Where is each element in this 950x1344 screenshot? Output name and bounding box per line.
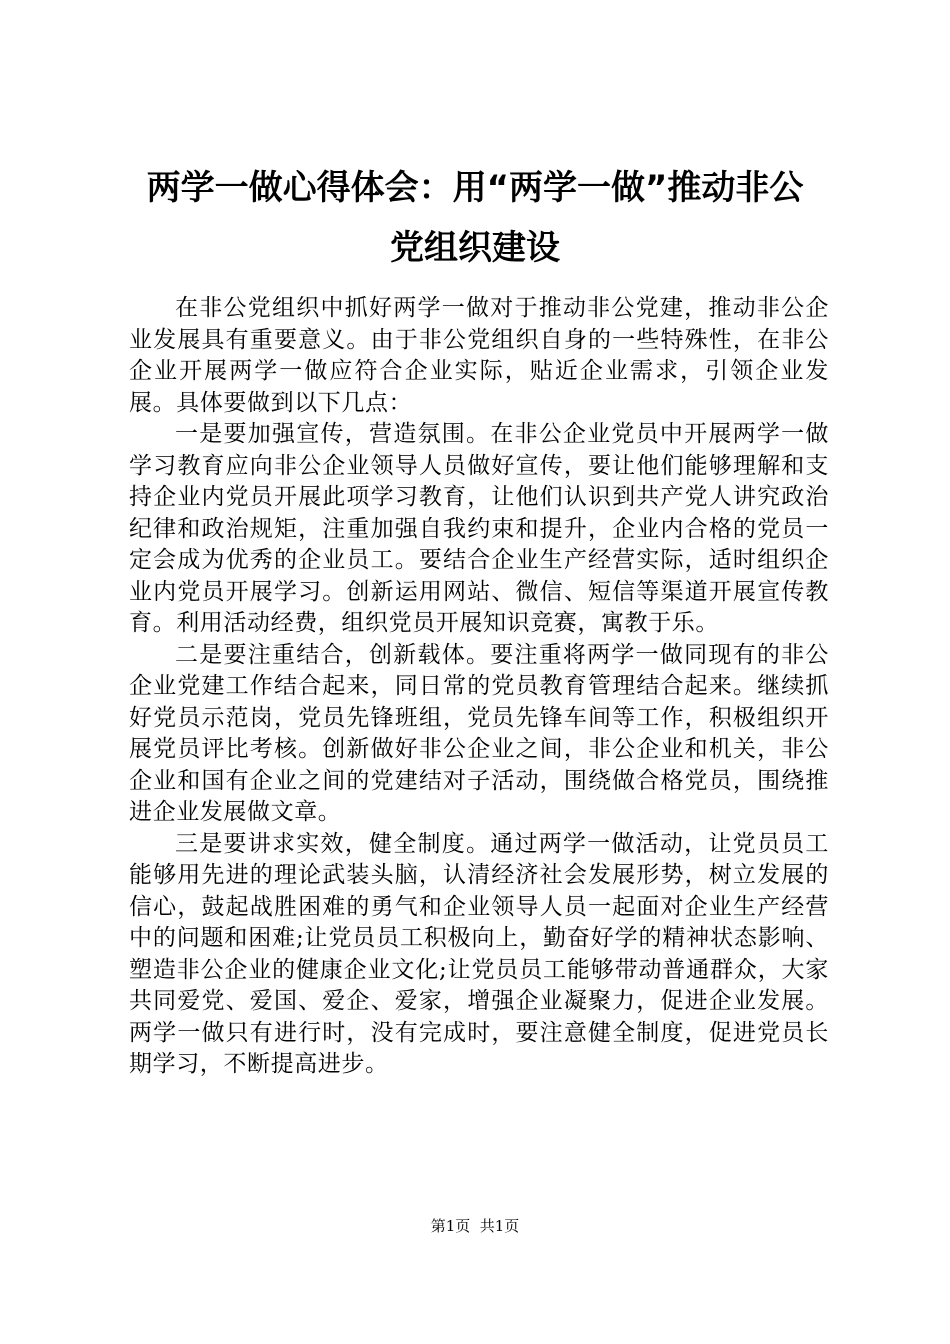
document-title [110,158,840,278]
paragraph-point-one: 一是要加强宣传，营造氛围。在非公企业党员中开展两学一做学习教育应向非公企业领导人员做好宣传，要让他们能够理解和支持企业内党员开展此项学习教育，让他们认识到共产党人讲究政治纪律和政治规矩，注重加强自我约束和提升，企业内合格的党员一定会成为优秀的企业员工。要结合企业生产经营实际，适时组织企业内党员开展学习。创新运用网站、微信、短信等渠道开展宣传教育。利用活动经费，组织党员开展知识竞赛，寓教于乐。 [129,421,829,636]
document-body [129,293,829,1081]
page-footer [0,1216,950,1236]
paragraph-point-three: 三是要讲求实效，健全制度。通过两学一做活动，让党员员工能够用先进的理论武装头脑，认清经济社会发展形势，树立发展的信心，鼓起战胜困难的勇气和企业领导人员一起面对企业生产经营中的问题和困难;让党员员工积极向上，勤奋好学的精神状态影响、塑造非公企业的健康企业文化;让党员员工能够带动普通群众，大家共同爱党、爱国、爱企、爱家，增强企业凝聚力，促进企业发展。两学一做只有进行时，没有完成时，要注意健全制度，促进党员长期学习，不断提高进步。 [129,830,829,1077]
paragraph-intro: 在非公党组织中抓好两学一做对于推动非公党建，推动非公企业发展具有重要意义。由于非公党组织自身的一些特殊性，在非公企业开展两学一做应符合企业实际，贴近企业需求，引领企业发展。具体要做到以下几点： [129,295,829,416]
page-number: 第1页 共1页 [430,1217,520,1235]
document-title-line-2: 党组织建设 [390,228,560,268]
document-title-line-1: 两学一做心得体会：用“两学一做”推动非公 [146,168,804,208]
paragraph-point-two: 二是要注重结合，创新载体。要注重将两学一做同现有的非公企业党建工作结合起来，同日常的党员教育管理结合起来。继续抓好党员示范岗，党员先锋班组，党员先锋车间等工作，积极组织开展党员评比考核。创新做好非公企业之间，非公企业和机关，非公企业和国有企业之间的党建结对子活动，围绕做合格党员，围绕推进企业发展做文章。 [129,641,829,825]
